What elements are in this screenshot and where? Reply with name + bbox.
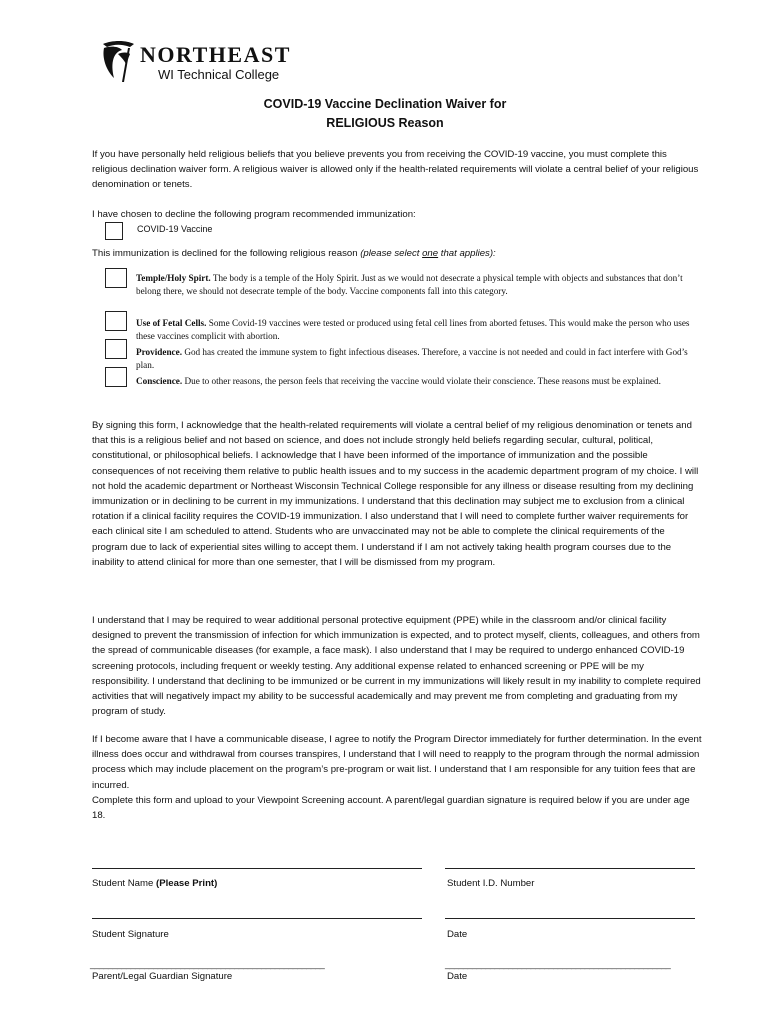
- logo-emblem-icon: [100, 38, 138, 86]
- form-title: [0, 95, 770, 133]
- student-id-line[interactable]: [445, 868, 695, 869]
- form-title-line2: RELIGIOUS Reason: [326, 116, 444, 130]
- reason-prompt-instruction: [360, 248, 495, 259]
- reason-temple-text: [136, 272, 702, 298]
- form-title-line1: COVID-19 Vaccine Declination Waiver for: [263, 97, 507, 111]
- student-name-label-text: Student Name: [92, 878, 156, 889]
- reason-fetal-cells-checkbox[interactable]: [105, 311, 127, 331]
- reason-temple-checkbox[interactable]: [105, 268, 127, 288]
- date-line-1[interactable]: [445, 918, 695, 919]
- reason-prompt: [92, 246, 702, 261]
- reason-temple-title: Temple/Holy Spirt.: [136, 273, 211, 283]
- date-line-2[interactable]: __________________________________________________: [445, 959, 671, 969]
- student-signature-line[interactable]: [92, 918, 422, 919]
- student-name-label: [92, 878, 217, 889]
- reason-providence-title: Providence.: [136, 347, 183, 357]
- reason-prompt-one: one: [422, 248, 439, 259]
- logo-org-name: NORTHEAST: [140, 42, 291, 67]
- immunization-prompt: I have chosen to decline the following program recommended immunization:: [92, 209, 416, 220]
- reason-conscience-text: [136, 375, 702, 388]
- student-name-label-bold: (Please Print): [156, 878, 218, 889]
- logo-org-subtitle: WI Technical College: [158, 67, 280, 82]
- date-label-2: Date: [447, 971, 468, 982]
- reason-fetal-cells-title: Use of Fetal Cells.: [136, 318, 207, 328]
- reason-prompt-italic-post: that applies):: [438, 248, 496, 259]
- guardian-signature-label: Parent/Legal Guardian Signature: [92, 971, 233, 982]
- complete-form-paragraph: Complete this form and upload to your Viewpoint Screening account. A parent/legal guardian signature is required below if you are under age 18.: [92, 795, 690, 822]
- college-logo: [100, 38, 300, 86]
- signing-acknowledgement-paragraph: By signing this form, I acknowledge that the health-related requirements will violate a central belief of my religious denomination or tenets and that this is a religious belief and not based on science, and does not include strongly held beliefs regarding secular, cultural, political, constitutional, or philosophical beliefs. I acknowledge that I have been informed of the importance of immunization and the possible consequences of not receiving them relative to public health issues and to my success in the academic department program of my choice. I will not hold the academic department or Northeast Wisconsin Technical College responsible for any illness or disease resulting from my declining immunization or in declining to be current in my immunizations. I understand that this declination may subject me to exclusion from a clinical rotation if a clinical facility requires the COVID-19 immunization. I also understand that I will need to complete further waiver requirements for each clinical site I am scheduled to attend. Students who are unvaccinated may not be able to complete the clinical requirements of the program due to lack of experiential sites willing to accept them. I understand if I am not actively taking health program courses due to the inability to attend clinical for more than one semester, that I will be dismissed from my program.: [92, 420, 699, 568]
- reason-conscience-title: Conscience.: [136, 376, 183, 386]
- covid-vaccine-label: COVID-19 Vaccine: [137, 224, 213, 234]
- reason-conscience-desc: Due to other reasons, the person feels that receiving the vaccine would violate their conscience. These reasons must be explained.: [182, 376, 661, 386]
- date-label-1: Date: [447, 929, 468, 940]
- reason-fetal-cells-desc: Some Covid-19 vaccines were tested or produced using fetal cell lines from aborted fetuses. This would make the person who uses these vaccines complicit with abortion.: [136, 318, 690, 341]
- student-name-line[interactable]: [92, 868, 422, 869]
- reason-providence-text: [136, 346, 702, 372]
- reason-prompt-italic-pre: (please select: [360, 248, 423, 259]
- ppe-paragraph: I understand that I may be required to wear additional personal protective equipment (PPE) while in the classroom and/or clinical facility designed to prevent the transmission of infection for which immunization is expected, and to protect myself, clients, colleagues, and others from the spread of communicable diseases (for example, a face mask). I also understand that I may be required to undergo enhanced COVID-19 screening protocols, including frequent or weekly testing. Any additional expense related to enhanced screening or PPE will be my responsibility. I understand that declining to be immunized or be current in my immunizations will likely result in my inability to complete required activities that will negatively impact my ability to be successful academically and may prevent me from completing and graduating from my program of study.: [92, 615, 701, 718]
- reason-prompt-text: This immunization is declined for the following religious reason: [92, 248, 361, 259]
- covid-vaccine-checkbox[interactable]: [105, 222, 123, 240]
- reason-providence-checkbox[interactable]: [105, 339, 127, 359]
- intro-paragraph: If you have personally held religious beliefs that you believe prevents you from receiving the COVID-19 vaccine, you must complete this religious declination waiver form. A religious waiver is allowed only if the health-related requirements will violate a central belief of your religious denomination or tenets.: [92, 149, 699, 191]
- reason-conscience-checkbox[interactable]: [105, 367, 127, 387]
- reason-fetal-cells-text: [136, 317, 702, 343]
- reason-temple-desc: The body is a temple of the Holy Spirit. Just as we would not desecrate a physical temple with objects and substances that don’t belong there, we should not desecrate temple of the body. Vaccine components fall into this category.: [136, 273, 683, 296]
- communicable-disease-paragraph: If I become aware that I have a communicable disease, I agree to notify the Program Director immediately for further determination. In the event illness does occur and withdrawal from courses transpires, I understand that I will need to reapply to the program through the normal admission process which may include placement on the program’s pre-program or wait list. I understand that I am responsible for any tuition fees that are incurred.: [92, 734, 702, 791]
- student-id-label: Student I.D. Number: [447, 878, 535, 889]
- reason-providence-desc: God has created the immune system to fight infectious diseases. Therefore, a vaccine is not needed and could in fact interfere with God’s plan.: [136, 347, 688, 370]
- student-signature-label: Student Signature: [92, 929, 169, 940]
- guardian-signature-line[interactable]: ____________________________________________________: [90, 959, 325, 969]
